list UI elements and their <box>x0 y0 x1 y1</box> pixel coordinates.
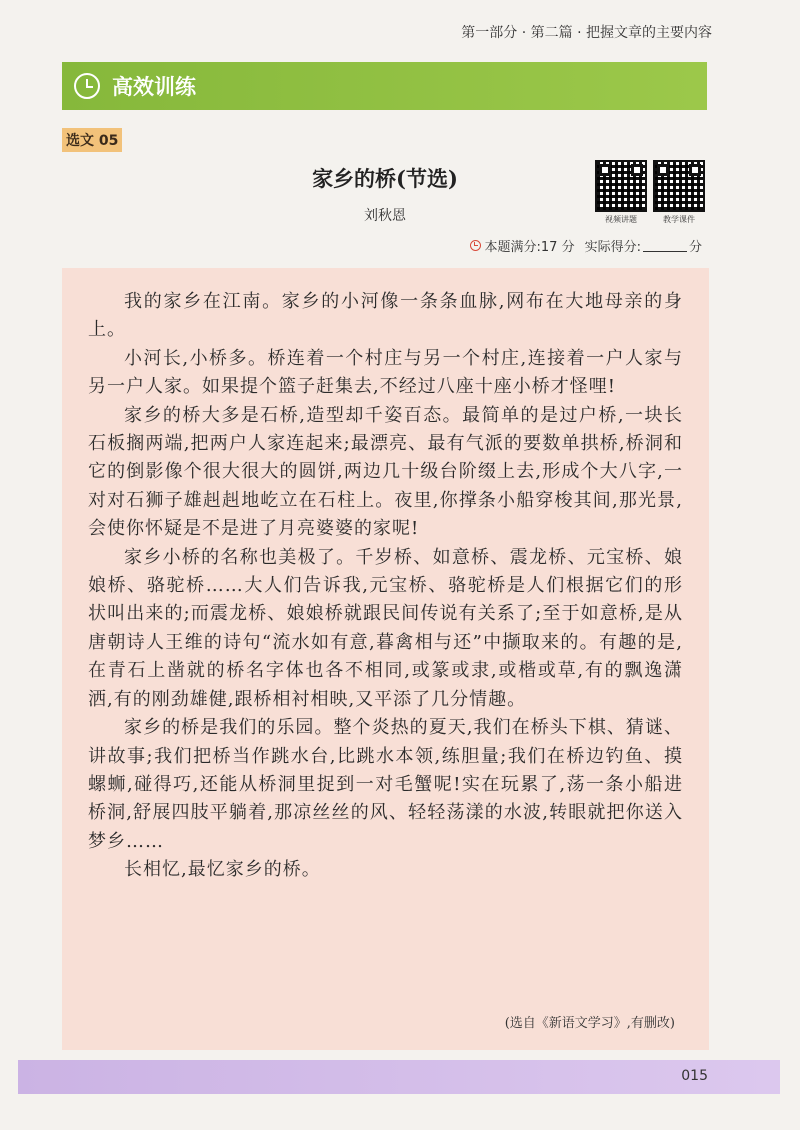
clock-icon <box>74 73 100 99</box>
qr-caption: 视频讲题 <box>605 215 637 224</box>
paragraph: 我的家乡在江南。家乡的小河像一条条血脉,网布在大地母亲的身上。 <box>88 291 683 341</box>
chapter-title: 第一部分 · 第二篇 · 把握文章的主要内容 <box>461 25 712 41</box>
article-author: 刘秋恩 <box>364 208 406 224</box>
article-source: (选自《新语文学习》,有删改) <box>504 1016 675 1031</box>
qr-courseware[interactable] <box>653 160 705 225</box>
section-label: 选文 05 <box>62 128 122 152</box>
section-banner <box>62 62 707 110</box>
paragraph: 长相忆,最忆家乡的桥。 <box>124 859 321 881</box>
clock-icon <box>470 240 481 251</box>
paragraph: 小河长,小桥多。桥连着一个村庄与另一个村庄,连接着一户人家与另一户人家。如果提个篮子赶集去,不经过八座十座小桥才怪哩! <box>88 347 683 398</box>
paragraph: 家乡的桥大多是石桥,造型却千姿百态。最简单的是过户桥,一块长石板搁两端,把两户人家连起来;最漂亮、最有气派的要数单拱桥,桥洞和它的倒影像个很大很大的圆饼,两边几十级台阶缀上去,形成个大八字,一对对石狮子雄赳赳地屹立在石柱上。夜里,你撑条小船穿梭其间,那光景,会使你怀疑是不是进了月亮婆婆的家呢! <box>88 404 683 540</box>
qr-caption: 教学课件 <box>663 215 695 224</box>
page-number: 015 <box>681 1068 708 1084</box>
paragraph: 家乡小桥的名称也美极了。千岁桥、如意桥、震龙桥、元宝桥、娘娘桥、骆驼桥……大人们告诉我,元宝桥、骆驼桥是人们根据它们的形状叫出来的;而震龙桥、娘娘桥就跟民间传说有关系了;至于如意桥,是从唐朝诗人王维的诗句“流水如有意,暮禽相与还”中撷取来的。有趣的是,在青石上凿就的桥名字体也各不相同,或篆或隶,或楷或草,有的飘逸潇洒,有的刚劲雄健,跟桥相衬相映,又平添了几分情趣。 <box>88 546 683 710</box>
article-title: 家乡的桥(节选) <box>312 166 458 191</box>
article-body <box>62 268 709 1050</box>
actual-score-blank[interactable] <box>643 239 687 252</box>
qr-code-icon[interactable] <box>595 160 647 212</box>
paragraph: 家乡的桥是我们的乐园。整个炎热的夏天,我们在桥头下棋、猜谜、讲故事;我们把桥当作跳水台,比跳水本领,练胆量;我们在桥边钓鱼、摸螺蛳,碰得巧,还能从桥洞里捉到一对毛蟹呢!实在玩累了,荡一条小船进桥洞,舒展四肢平躺着,那凉丝丝的风、轻轻荡漾的水波,转眼就把你送入梦乡…… <box>88 717 683 852</box>
qr-code-icon[interactable] <box>653 160 705 212</box>
footer-bar <box>18 1060 780 1094</box>
actual-score-label: 实际得分: <box>584 240 641 255</box>
full-score: 本题满分:17 分 <box>484 240 575 255</box>
banner-title: 高效训练 <box>112 75 196 99</box>
score-line <box>470 236 702 255</box>
qr-video[interactable] <box>595 160 647 225</box>
score-unit: 分 <box>688 240 702 255</box>
